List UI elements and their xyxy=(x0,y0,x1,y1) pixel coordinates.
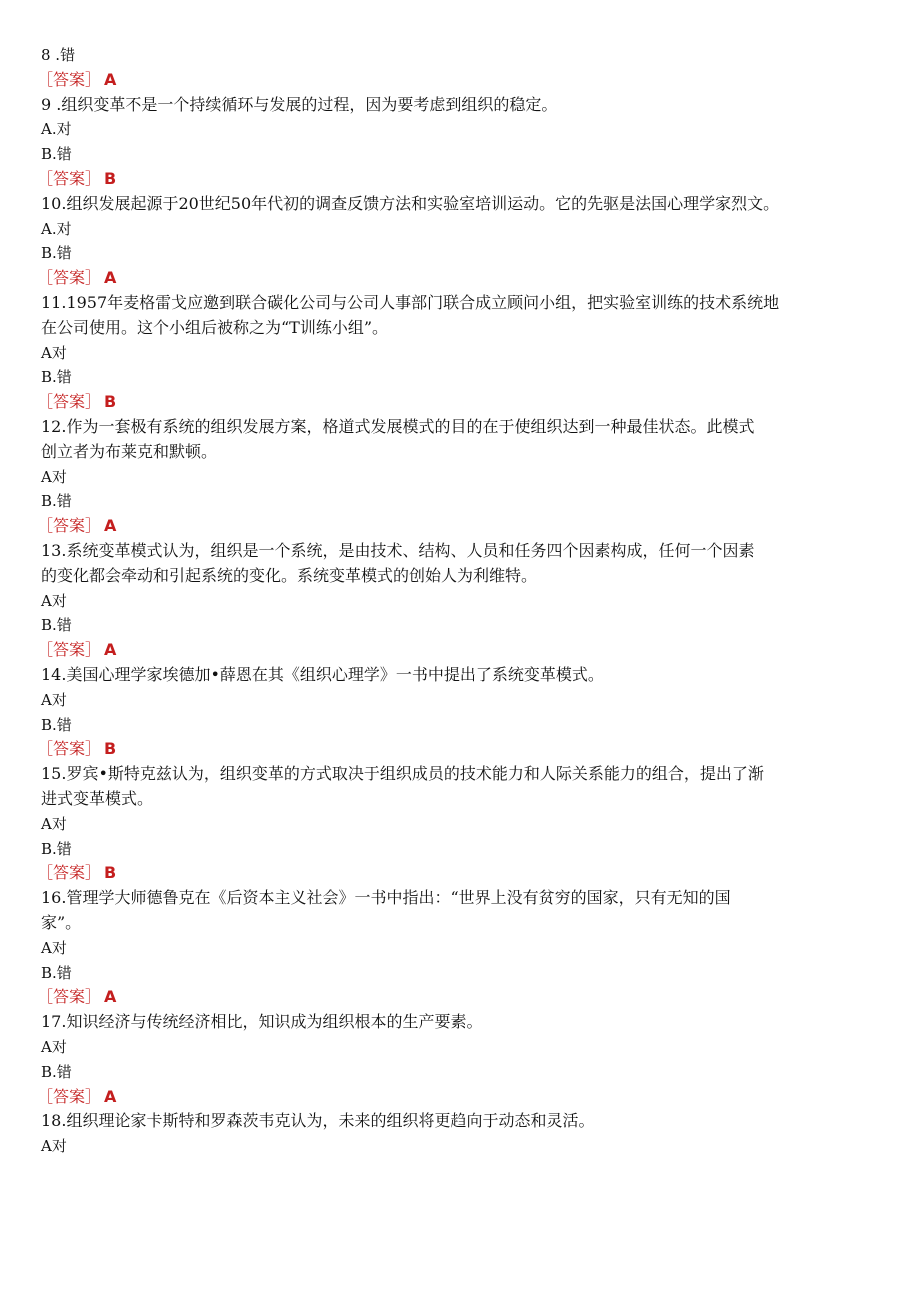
answer-label: ［答案］ xyxy=(37,516,102,536)
answer-line xyxy=(37,638,887,663)
answer-value: A xyxy=(104,987,117,1007)
option-text: B.错 xyxy=(41,244,72,263)
answer-label: ［答案］ xyxy=(37,640,102,660)
option-text: B.错 xyxy=(41,715,72,734)
answer-line xyxy=(37,266,887,291)
answer-line xyxy=(37,167,887,192)
question-text: 17.知识经济与传统经济相比，知识成为组织根本的生产要素。 xyxy=(41,1012,483,1032)
option-text: B.错 xyxy=(41,616,72,635)
answer-label: ［答案］ xyxy=(37,1086,102,1106)
answer-value: A xyxy=(104,1086,117,1106)
answer-value: A xyxy=(104,516,117,536)
question-text: 9 .组织变革不是一个持续循环与发展的过程，因为要考虑到组织的稳定。 xyxy=(41,94,558,114)
question-text: 12.作为一套极有系统的组织发展方案，格道式发展模式的目的在于使组织达到一种最佳状态。此模式 xyxy=(41,417,755,436)
question-text: 家”。 xyxy=(41,913,82,932)
option-text: A对 xyxy=(41,1137,67,1156)
option-text: A对 xyxy=(41,814,67,833)
question-text: 进式变革模式。 xyxy=(41,789,154,808)
option-text: B.错 xyxy=(41,145,72,164)
option-text: A对 xyxy=(41,690,67,709)
answer-label: ［答案］ xyxy=(37,69,102,89)
question-text: 13.系统变革模式认为，组织是一个系统，是由技术、结构、人员和任务四个因素构成，任何一个因素 xyxy=(41,541,755,560)
question-text: 16.管理学大师德鲁克在《后资本主义社会》一书中指出：“世界上没有贫穷的国家，只有无知的国 xyxy=(41,888,731,908)
answer-line xyxy=(37,514,887,539)
question-text: 的变化都会牵动和引起系统的变化。系统变革模式的创始人为利维特。 xyxy=(41,565,538,585)
answer-line xyxy=(37,737,887,762)
option-text: A对 xyxy=(41,938,67,957)
answer-line xyxy=(37,390,887,415)
question-text: 14.美国心理学家埃德加•薛恩在其《组织心理学》一书中提出了系统变革模式。 xyxy=(41,665,604,684)
answer-value: A xyxy=(104,69,117,89)
option-text: B.错 xyxy=(41,492,72,511)
question-text: 创立者为布莱克和默顿。 xyxy=(41,441,218,461)
answer-value: A xyxy=(104,268,117,288)
option-text: A对 xyxy=(41,591,67,610)
answer-line xyxy=(37,1085,887,1110)
answer-label: ［答案］ xyxy=(37,739,102,759)
option-text: A.对 xyxy=(41,120,72,139)
answer-line xyxy=(37,985,887,1010)
question-text: 11.1957年麦格雷戈应邀到联合碳化公司与公司人事部门联合成立顾问小组，把实验室训练的技术系统地 xyxy=(41,293,780,312)
answer-value: A xyxy=(104,640,117,660)
option-text: B.错 xyxy=(41,839,72,858)
answer-line xyxy=(37,861,887,886)
question-text: 在公司使用。这个小组后被称之为“T训练小组”。 xyxy=(41,317,389,337)
answer-value: B xyxy=(104,739,117,759)
option-text: B.错 xyxy=(41,1062,72,1081)
answer-value: B xyxy=(104,169,117,188)
answer-label: ［答案］ xyxy=(37,863,102,883)
answer-value: B xyxy=(104,392,117,412)
question-text: 15.罗宾•斯特克兹认为，组织变革的方式取决于组织成员的技术能力和人际关系能力的组合，提出了渐 xyxy=(41,764,764,784)
option-text: A对 xyxy=(41,1038,67,1056)
answer-value: B xyxy=(104,863,117,883)
option-text: A对 xyxy=(41,467,67,486)
option-text: A对 xyxy=(41,343,67,362)
answer-label: ［答案］ xyxy=(37,268,102,288)
question-text: 18.组织理论家卡斯特和罗森茨韦克认为，未来的组织将更趋向于动态和灵活。 xyxy=(41,1111,595,1131)
option-text: 8 .错 xyxy=(41,46,76,64)
option-text: B.错 xyxy=(41,963,72,982)
question-text: 10.组织发展起源于20世纪50年代初的调查反馈方法和实验室培训运动。它的先驱是法国心理学家烈文。 xyxy=(41,193,780,213)
answer-label: ［答案］ xyxy=(37,392,102,412)
answer-label: ［答案］ xyxy=(37,987,102,1007)
answer-label: ［答案］ xyxy=(37,169,102,188)
answer-line xyxy=(37,68,887,93)
option-text: B.错 xyxy=(41,368,72,387)
option-text: A.对 xyxy=(41,219,72,238)
